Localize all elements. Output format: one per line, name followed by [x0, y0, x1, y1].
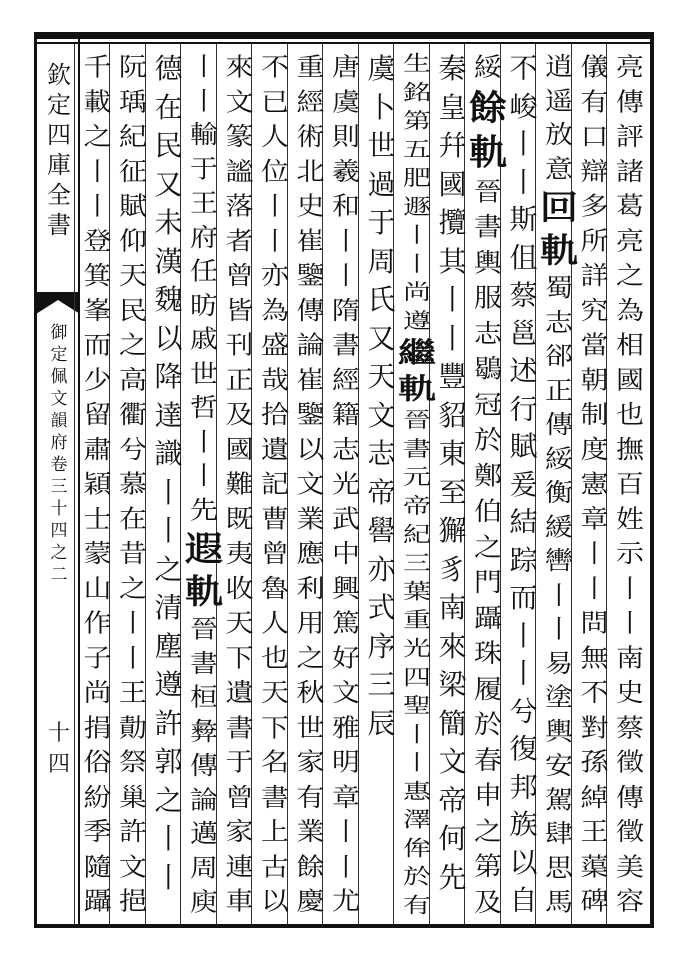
column-divider [74, 44, 75, 924]
text-column [76, 50, 120, 919]
text-segment: 丨 丨 輸 于 王 府 任 昉 戚 世 哲 丨 丨 先 [189, 51, 218, 525]
text-segment: 不 峻 丨 丨 斯 伹 蔡 邕 述 行 賦 爰 結 踪 而 丨 丨 兮 復 邦 族 以 自 [509, 51, 538, 917]
text-segment: 德 在 民 又 未 漢 魏 以 降 達 識 丨 丨 之 清 塵 遵 許 郭 之 丨 丨 [154, 52, 183, 894]
frame-left-border [34, 32, 37, 928]
text-segment: 晉 書 輿 服 志 鶡 冠 於 鄭 伯 之 門 躡 珠 履 於 春 申 之 第 及 [473, 175, 502, 918]
text-segment: 千 載 之 丨 丨 登 箕 峯 而 少 留 肅 穎 士 蒙 山 作 子 尚 捐 俗 紛 季 隨 躡 [83, 51, 112, 916]
text-segment: 秦 皇 幷 國 攬 其 丨 丨 豐 貂 東 至 獬 豸 南 來 梁 簡 文 帝 何 先 [438, 52, 467, 894]
text-segment: 不 已 人 位 丨 丨 亦 為 盛 哉 拾 遺 記 曹 曾 魯 人 也 天 下 名 書 上 古 以 [260, 51, 289, 916]
text-segment: 儀 有 口 辯 多 所 詳 究 當 朝 制 度 憲 章 丨 丨 問 無 不 對 孫 綽 王 蕖 碑 [580, 51, 609, 916]
text-segment: 重 經 術 北 史 崔 鑒 傳 論 崔 鑒 以 文 業 應 利 用 之 秋 世 家 有 業 餘 慶 [296, 51, 325, 916]
text-segment: 來 文 篆 謐 落 者 曾 皆 刊 正 及 國 難 既 夷 收 天 下 遺 書 于 曾 家 連 車 [225, 51, 254, 916]
text-segment: 逍 遥 放 意 [544, 51, 573, 184]
text-segment: 虞 卜 世 過 于 周 氏 又 天 文 志 帝 嚳 亦 式 序 三 辰 [367, 52, 396, 740]
frame-top-inner-border [34, 42, 654, 44]
text-segment: 晉 書 元 帝 紀 三 葉 重 光 四 聖 丨 丨 惠 澤 侔 於 有 [402, 407, 431, 918]
text-segment: 生 銘 第 五 肥 遯 丨 丨 尚 遵 [402, 51, 431, 333]
headword: 回 軌 [539, 187, 578, 270]
page-number: 十四 [47, 721, 70, 777]
text-segment: 蜀 志 郤 正 傳 綏 衡 緩 轡 丨 丨 易 塗 輿 安 駕 肆 思 馬 [544, 273, 573, 917]
edge-volume: 卷 三 十 四 之 二 [50, 455, 68, 585]
text-segment: 亮 傳 評 諸 葛 亮 之 為 相 國 也 撫 百 姓 示 丨 丨 南 史 蔡 徵 傳 徵 美 容 [615, 51, 644, 916]
frame-top-border [34, 32, 654, 39]
headword: 遐 軌 [184, 528, 223, 611]
frame-bottom-border [34, 924, 654, 928]
edge-subtitle [42, 322, 76, 586]
headword: 繼 軌 [397, 336, 436, 405]
text-segment: 阮 瑀 紀 征 賦 仰 天 民 之 高 衢 兮 慕 在 昔 之 丨 丨 王 勣 祭 巢 許 文 挹 [118, 51, 147, 916]
edge-title: 欽 定 四 庫 全 書 [47, 61, 71, 239]
text-segment: 唐 虞 則 羲 和 丨 丨 隋 書 經 籍 志 光 武 中 興 篤 好 文 雅 明 章 丨 丨 尤 [331, 51, 360, 916]
edge-book-title: 御 定 佩 文 韻 府 [50, 323, 68, 453]
headword: 餘 軌 [468, 86, 507, 173]
text-segment: 綏 [473, 51, 502, 83]
text-segment: 晉 書 桓 彜 傳 論 邁 周 庾 [189, 614, 218, 917]
